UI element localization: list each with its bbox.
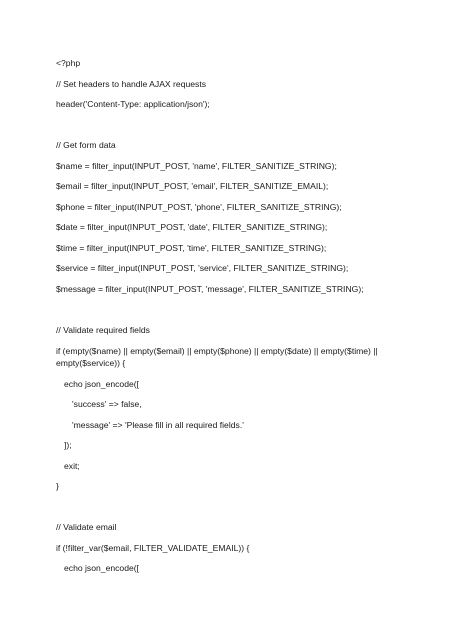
- code-comment-line: // Validate required fields: [56, 324, 150, 335]
- code-line: $message = filter_input(INPUT_POST, 'message', FILTER_SANITIZE_STRING);: [56, 283, 364, 294]
- code-line: $name = filter_input(INPUT_POST, 'name', FILTER_SANITIZE_STRING);: [56, 160, 337, 171]
- code-line: $phone = filter_input(INPUT_POST, 'phone', FILTER_SANITIZE_STRING);: [56, 201, 342, 212]
- code-line: echo json_encode([: [64, 378, 140, 389]
- blank-line: [56, 502, 428, 523]
- code-line: $time = filter_input(INPUT_POST, 'time', FILTER_SANITIZE_STRING);: [56, 242, 327, 253]
- code-line: exit;: [64, 460, 80, 471]
- code-line: if (empty($name) || empty($email) || empty($phone) || empty($date) || empty($time) || empty($service)) {: [56, 346, 381, 368]
- code-line: if (!filter_var($email, FILTER_VALIDATE_EMAIL)) {: [56, 542, 250, 553]
- code-line: $service = filter_input(INPUT_POST, 'service', FILTER_SANITIZE_STRING);: [56, 263, 349, 273]
- code-line: $date = filter_input(INPUT_POST, 'date', FILTER_SANITIZE_STRING);: [56, 222, 328, 232]
- code-line: 'message' => 'Please fill in all required fields.': [72, 419, 244, 430]
- code-line: 'success' => false,: [72, 399, 142, 409]
- code-line: echo json_encode([: [64, 563, 140, 573]
- code-line: }: [56, 481, 59, 491]
- code-comment-line: // Set headers to handle AJAX requests: [56, 78, 207, 89]
- code-line: $email = filter_input(INPUT_POST, 'email', FILTER_SANITIZE_EMAIL);: [56, 181, 329, 191]
- code-text-body: [56, 58, 428, 584]
- code-line: <?php: [56, 58, 81, 68]
- code-comment-line: // Get form data: [56, 140, 116, 150]
- code-line: ]);: [64, 440, 72, 450]
- code-comment-line: // Validate email: [56, 522, 117, 532]
- code-line: header('Content-Type: application/json');: [56, 99, 210, 109]
- blank-line: [56, 304, 428, 325]
- blank-line: [56, 120, 428, 141]
